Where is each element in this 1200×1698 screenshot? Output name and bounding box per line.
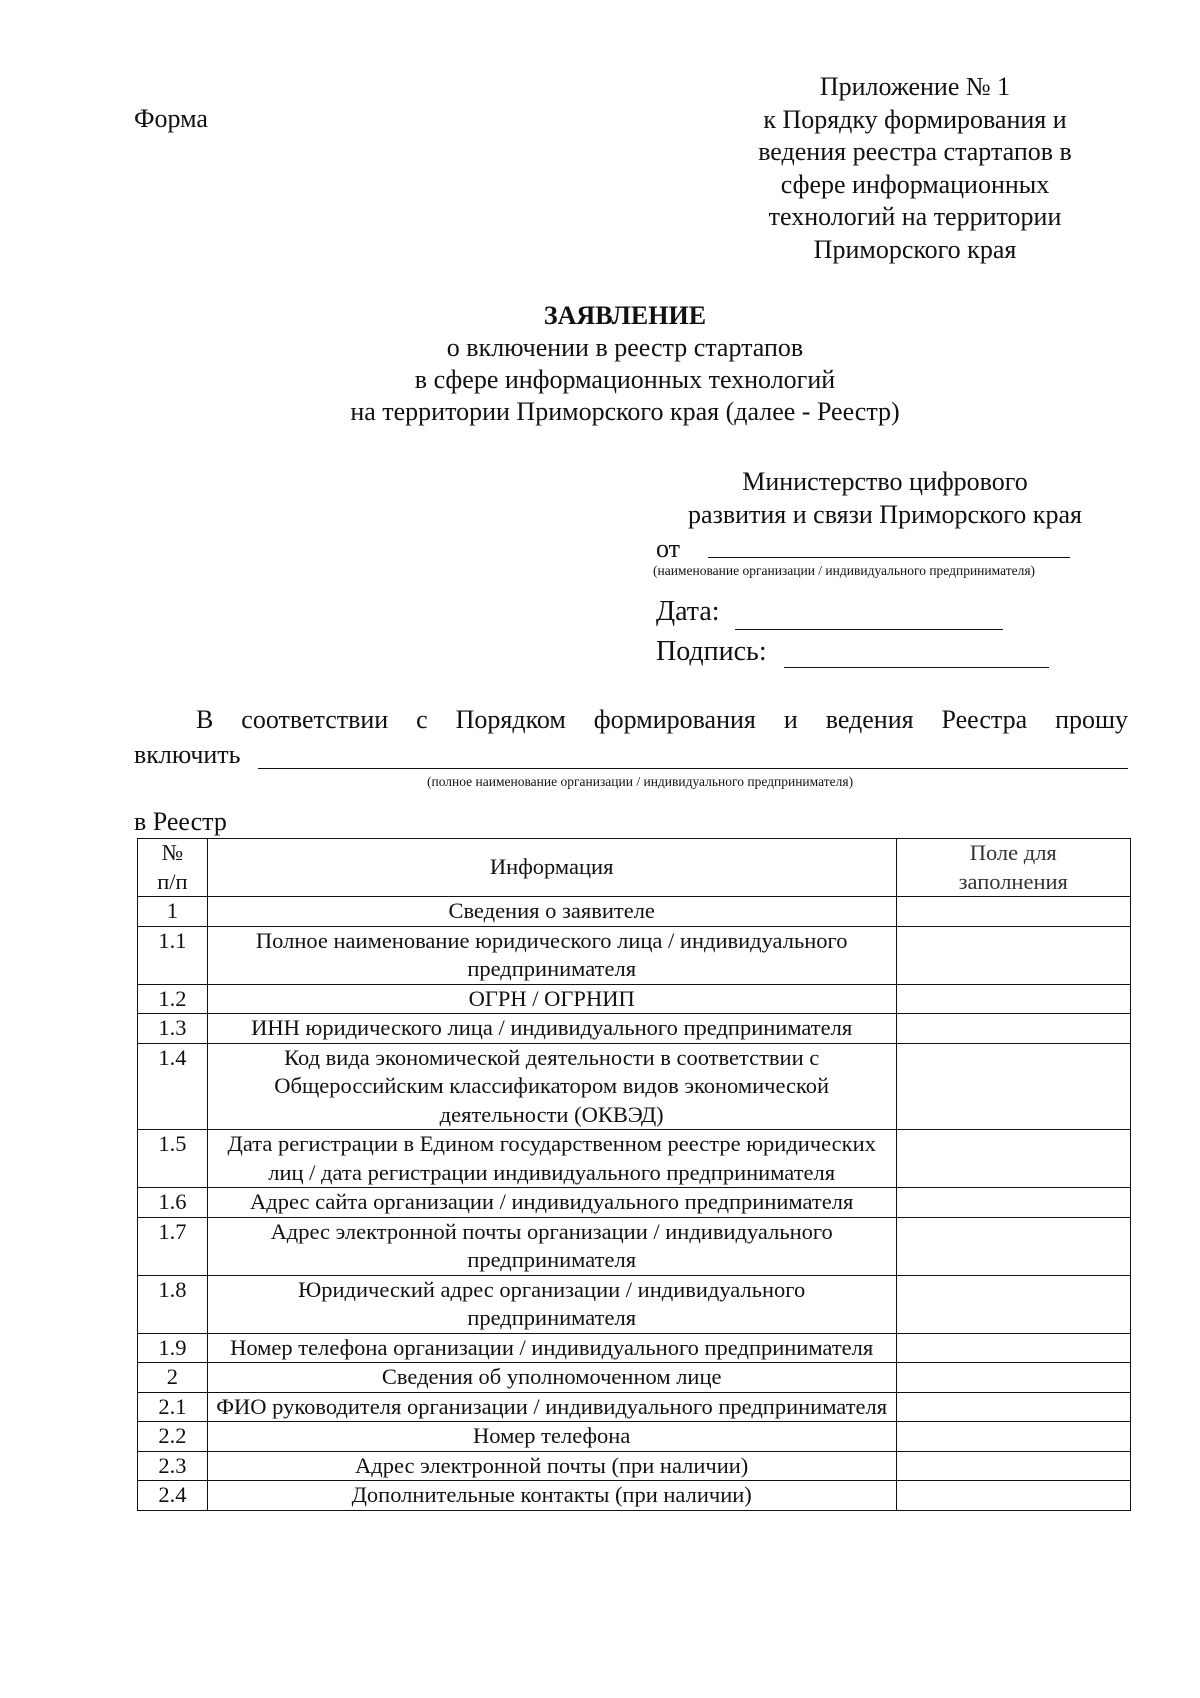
table-row	[138, 1014, 1131, 1044]
from-caption: (наименование организации / индивидуального предпринимателя)	[653, 563, 1036, 578]
row-num: 1.5	[138, 1130, 208, 1188]
organization-name-line[interactable]	[258, 768, 1128, 769]
table-row	[138, 897, 1131, 927]
row-num: 1.4	[138, 1043, 208, 1130]
row-num: 1.7	[138, 1217, 208, 1275]
table-row	[138, 1422, 1131, 1452]
appendix-block	[720, 71, 1110, 266]
row-fill-cell[interactable]	[896, 1043, 1130, 1130]
row-fill-cell[interactable]	[896, 1188, 1130, 1218]
from-label: от	[656, 534, 681, 563]
row-info: Адрес электронной почты (при наличии)	[207, 1451, 896, 1481]
row-num: 1.8	[138, 1275, 208, 1333]
document-title-block	[160, 300, 1090, 428]
row-info: Код вида экономической деятельности в соответствии с Общероссийским классификатором видов экономической деятельности (ОКВЭД)	[207, 1043, 896, 1130]
table-row	[138, 1451, 1131, 1481]
title-subline: в сфере информационных технологий	[414, 365, 836, 394]
row-info: Полное наименование юридического лица / индивидуального предпринимателя	[207, 926, 896, 984]
addressee-line: развития и связи Приморского края	[688, 500, 1082, 529]
table-header-row	[138, 839, 1131, 897]
appendix-line: технологий на территории	[768, 202, 1062, 231]
header-num-line: №	[161, 840, 184, 865]
row-info: Номер телефона	[207, 1422, 896, 1452]
date-label: Дата:	[656, 596, 720, 627]
header-num-line: п/п	[157, 868, 188, 894]
title-subline: на территории Приморского края (далее - Реестр)	[350, 397, 900, 426]
appendix-line: к Порядку формирования и	[763, 104, 1067, 134]
in-registry-label: в Реестр	[134, 807, 227, 836]
row-fill-cell[interactable]	[896, 926, 1130, 984]
table-row	[138, 1130, 1131, 1188]
include-label: включить	[134, 740, 241, 769]
row-fill-cell[interactable]	[896, 1130, 1130, 1188]
header-fill-line: заполнения	[958, 868, 1068, 894]
row-fill-cell[interactable]	[896, 1392, 1130, 1422]
row-num: 2.4	[138, 1481, 208, 1511]
appendix-line: Приложение № 1	[819, 72, 1011, 101]
row-fill-cell[interactable]	[896, 1333, 1130, 1363]
table-row	[138, 1043, 1131, 1130]
row-info: Адрес электронной почты организации / индивидуального предпринимателя	[207, 1217, 896, 1275]
row-info: Дата регистрации в Едином государственном реестре юридических лиц / дата регистрации индивидуального предпринимателя	[207, 1130, 896, 1188]
row-fill-cell[interactable]	[896, 1217, 1130, 1275]
row-fill-cell[interactable]	[896, 1014, 1130, 1044]
document-title: ЗАЯВЛЕНИЕ	[543, 301, 707, 330]
signature-field-line[interactable]	[784, 667, 1049, 668]
row-num: 1.2	[138, 984, 208, 1014]
row-num: 1.6	[138, 1188, 208, 1218]
row-info: Номер телефона организации / индивидуального предпринимателя	[207, 1333, 896, 1363]
table-row	[138, 1333, 1131, 1363]
row-info: ФИО руководителя организации / индивидуального предпринимателя	[207, 1392, 896, 1422]
row-fill-cell[interactable]	[896, 1363, 1130, 1393]
header-fill	[896, 839, 1130, 897]
header-fill-line: Поле для	[969, 840, 1057, 865]
appendix-line: сфере информационных	[780, 169, 1050, 199]
row-num: 1	[138, 897, 208, 927]
row-num: 1.3	[138, 1014, 208, 1044]
row-fill-cell[interactable]	[896, 897, 1130, 927]
table-row	[138, 1481, 1131, 1511]
row-info: Юридический адрес организации / индивидуального предпринимателя	[207, 1275, 896, 1333]
table-row	[138, 926, 1131, 984]
row-info: Дополнительные контакты (при наличии)	[207, 1481, 896, 1511]
row-num: 2.1	[138, 1392, 208, 1422]
header-info: Информация	[207, 839, 896, 897]
row-info: ИНН юридического лица / индивидуального предпринимателя	[207, 1014, 896, 1044]
table-row	[138, 1363, 1131, 1393]
addressee-line: Министерство цифрового	[742, 467, 1028, 496]
info-table	[137, 838, 1131, 1511]
row-info: Адрес сайта организации / индивидуального предпринимателя	[207, 1188, 896, 1218]
row-num: 2.3	[138, 1451, 208, 1481]
row-fill-cell[interactable]	[896, 1481, 1130, 1511]
row-fill-cell[interactable]	[896, 1451, 1130, 1481]
table-row	[138, 1392, 1131, 1422]
table-row	[138, 1217, 1131, 1275]
row-fill-cell[interactable]	[896, 1275, 1130, 1333]
include-caption: (полное наименование организации / индивидуального предпринимателя)	[427, 774, 854, 789]
row-fill-cell[interactable]	[896, 984, 1130, 1014]
date-field-line[interactable]	[735, 629, 1003, 630]
appendix-line: ведения реестра стартапов в	[758, 137, 1072, 166]
from-field-line[interactable]	[708, 557, 1070, 558]
title-subline: о включении в реестр стартапов	[446, 333, 804, 362]
request-paragraph: В соответствии с Порядком формирования и ведения Реестра прошу	[196, 705, 1128, 734]
row-fill-cell[interactable]	[896, 1422, 1130, 1452]
row-num: 2	[138, 1363, 208, 1393]
form-label: Форма	[134, 104, 208, 133]
table-row	[138, 984, 1131, 1014]
row-info: ОГРН / ОГРНИП	[207, 984, 896, 1014]
row-info: Сведения о заявителе	[207, 897, 896, 927]
table-row	[138, 1188, 1131, 1218]
addressee-block	[650, 465, 1120, 531]
appendix-line: Приморского края	[813, 234, 1017, 264]
table-row	[138, 1275, 1131, 1333]
row-info: Сведения об уполномоченном лице	[207, 1363, 896, 1393]
signature-label: Подпись:	[656, 636, 767, 667]
row-num: 1.9	[138, 1333, 208, 1363]
row-num: 1.1	[138, 926, 208, 984]
header-num	[138, 839, 208, 897]
row-num: 2.2	[138, 1422, 208, 1452]
